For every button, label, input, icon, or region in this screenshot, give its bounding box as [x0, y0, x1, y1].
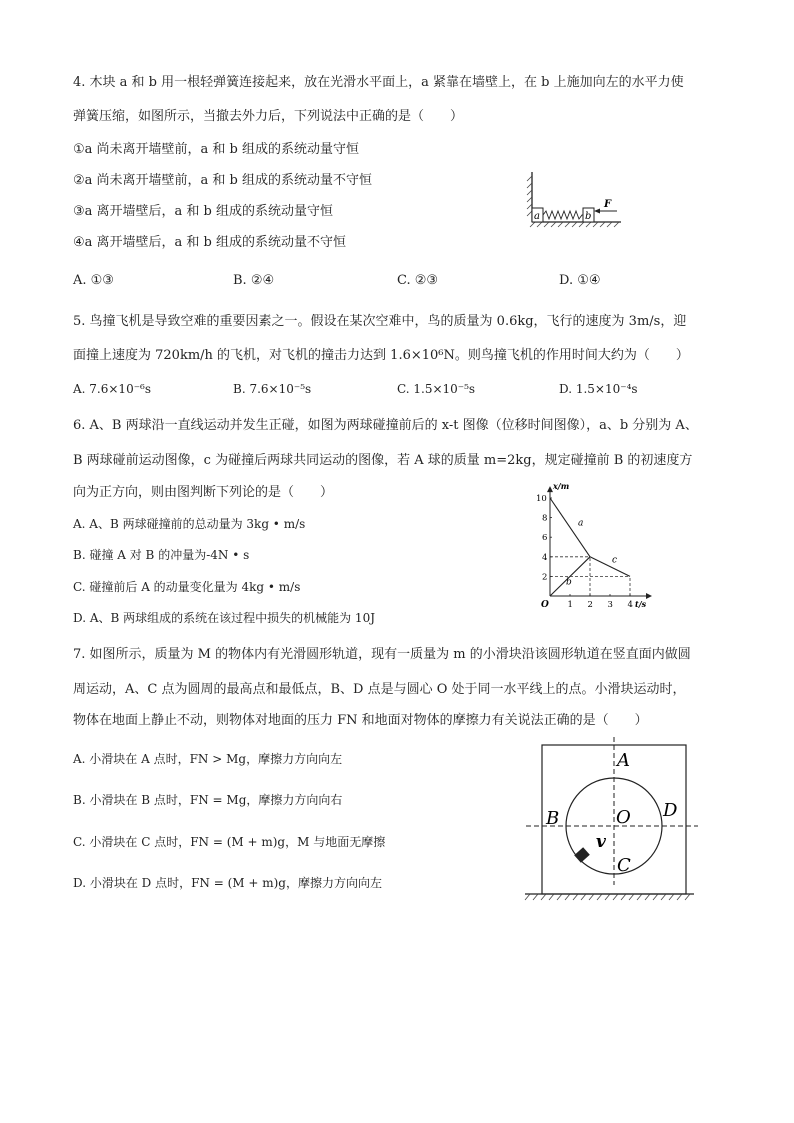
q6-stem-line1: 6. A、B 两球沿一直线运动并发生正碰，如图为两球碰撞前后的 x-t 图像（位移时间图像），a、b 分别为 A、 — [73, 418, 698, 433]
q5-option-d[interactable]: D. 1.5×10⁻⁴s — [559, 382, 638, 396]
y-tick-label: 10 — [536, 494, 547, 504]
chart-y-label: x/m — [553, 481, 570, 492]
q4-statement-3: ③a 离开墙壁后，a 和 b 组成的系统动量守恒 — [73, 204, 334, 219]
q7-label-v: v — [596, 832, 606, 852]
q4-stem-line1: 4. 木块 a 和 b 用一根轻弹簧连接起来，放在光滑水平面上，a 紧靠在墙壁上，在 b 上施加向左的水平力使 — [73, 75, 684, 90]
q6-option-b[interactable]: B. 碰撞 A 对 B 的冲量为-4N • s — [73, 548, 250, 562]
q7-option-d[interactable]: D. 小滑块在 D 点时，FN = (M + m)g，摩擦力方向向左 — [73, 876, 382, 890]
chart-x-label: t/s — [635, 599, 647, 609]
q4-option-d[interactable]: D. ①④ — [559, 273, 601, 288]
q7-label-a: A — [617, 750, 630, 771]
q6-option-a[interactable]: A. A、B 两球碰撞前的总动量为 3kg • m/s — [73, 517, 306, 531]
q7-option-c[interactable]: C. 小滑块在 C 点时，FN = (M + m)g，M 与地面无摩擦 — [73, 835, 386, 849]
q7-option-b[interactable]: B. 小滑块在 B 点时，FN = Mg，摩擦力方向向右 — [73, 793, 343, 807]
x-tick-label: 1 — [567, 600, 573, 610]
q4-statement-4: ④a 离开墙壁后，a 和 b 组成的系统动量不守恒 — [73, 235, 347, 250]
q7-stem-line3: 物体在地面上静止不动，则物体对地面的压力 FN 和地面对物体的摩擦力有关说法正确的是（ ） — [73, 713, 648, 728]
q7-label-o: O — [616, 807, 631, 828]
q7-label-c: C — [617, 855, 631, 876]
series-label-a: a — [578, 518, 584, 529]
y-tick-label: 6 — [542, 533, 548, 544]
q5-stem-line1: 5. 鸟撞飞机是导致空难的重要因素之一。假设在某次空难中，鸟的质量为 0.6kg，飞行的速度为 3m/s，迎 — [73, 314, 687, 329]
x-tick-label: 3 — [607, 600, 613, 610]
series-label-c: c — [612, 555, 618, 566]
q6-stem-line3: 向为正方向，则由图判断下列论的是（ ） — [73, 485, 334, 500]
q7-circular-track-figure — [522, 735, 702, 910]
q5-stem-line2: 面撞上速度为 720km/h 的飞机，对飞机的撞击力达到 1.6×10⁶N。则鸟撞飞机的作用时间大约为（ ） — [73, 348, 689, 363]
chart-x-axis-arrow — [646, 593, 652, 599]
q4-fig-label-f: F — [604, 199, 612, 210]
x-tick-label: 2 — [587, 600, 593, 610]
q5-option-c[interactable]: C. 1.5×10⁻⁵s — [397, 382, 476, 396]
q5-option-b[interactable]: B. 7.6×10⁻⁵s — [233, 382, 312, 396]
q6-option-d[interactable]: D. A、B 两球组成的系统在该过程中损失的机械能为 10J — [73, 611, 376, 625]
q7-label-d: D — [663, 800, 678, 821]
q6-option-c[interactable]: C. 碰撞前后 A 的动量变化量为 4kg • m/s — [73, 580, 301, 594]
q4-fig-label-a: a — [534, 211, 540, 222]
q4-option-c[interactable]: C. ②③ — [397, 273, 439, 288]
series-label-b: b — [566, 577, 572, 588]
q4-stem-line2: 弹簧压缩，如图所示，当撤去外力后，下列说法中正确的是（ ） — [73, 109, 464, 124]
q4-spring-figure — [525, 170, 625, 230]
x-tick-label: 4 — [627, 600, 633, 610]
q7-label-b: B — [546, 808, 560, 829]
q4-fig-label-b: b — [585, 211, 592, 222]
q6-xt-chart — [528, 481, 678, 610]
q7-stem-line1: 7. 如图所示，质量为 M 的物体内有光滑圆形轨道，现有一质量为 m 的小滑块沿该圆形轨道在竖直面内做圆 — [73, 647, 691, 662]
series-line-c — [590, 557, 630, 577]
q4-option-b[interactable]: B. ②④ — [233, 273, 275, 288]
y-tick-label: 2 — [542, 572, 548, 583]
chart-origin-label: O — [541, 600, 549, 610]
q6-stem-line2: B 两球碰前运动图像，c 为碰撞后两球共同运动的图像，若 A 球的质量 m=2kg，规定碰撞前 B 的初速度方 — [73, 453, 693, 468]
q5-option-a[interactable]: A. 7.6×10⁻⁶s — [73, 382, 152, 396]
q7-option-a[interactable]: A. 小滑块在 A 点时，FN > Mg，摩擦力方向向左 — [73, 752, 343, 766]
q4-statement-2: ②a 尚未离开墙壁前，a 和 b 组成的系统动量不守恒 — [73, 173, 373, 188]
y-tick-label: 4 — [542, 552, 548, 563]
q4-statement-1: ①a 尚未离开墙壁前，a 和 b 组成的系统动量守恒 — [73, 142, 360, 157]
q7-stem-line2: 周运动，A、C 点为圆周的最高点和最低点，B、D 点是与圆心 O 处于同一水平线上的点。小滑块运动时， — [73, 682, 686, 697]
y-tick-label: 8 — [542, 513, 548, 524]
q4-option-a[interactable]: A. ①③ — [73, 273, 114, 288]
series-line-a — [550, 498, 590, 557]
